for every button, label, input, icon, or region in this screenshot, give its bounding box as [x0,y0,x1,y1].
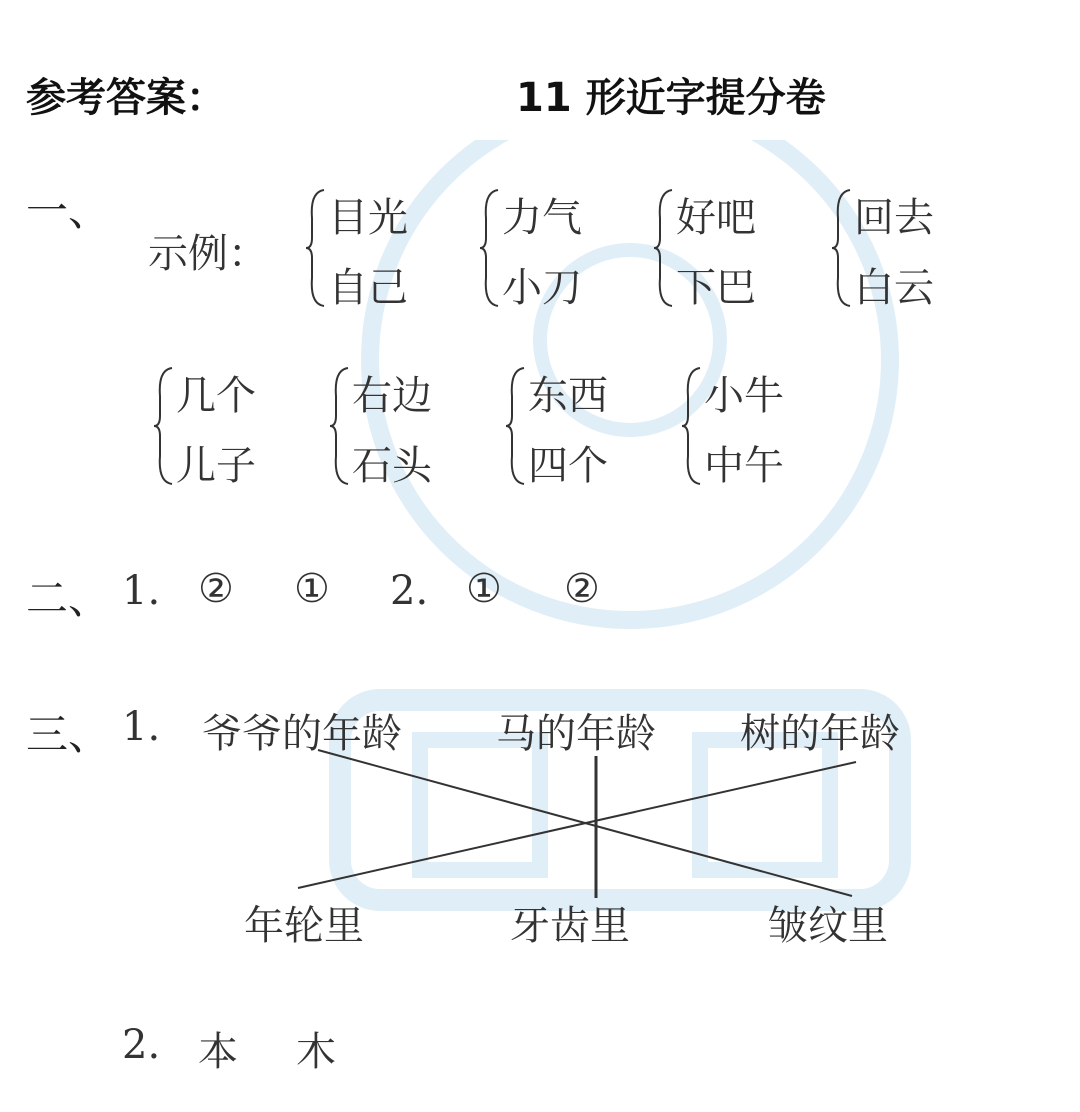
pair-word-bottom: 小刀 [502,265,582,311]
pair-word-bottom: 自己 [328,265,408,311]
circled-answer: ① [466,566,502,612]
matching-bottom-item-3: 皱纹里 [768,903,888,949]
matching-top-item-1: 爷爷的年龄 [202,711,402,757]
pair-word-bottom: 中午 [704,443,784,489]
matching-bottom-item-2: 牙齿里 [510,903,630,949]
pair-word-top: 好吧 [676,195,756,241]
matching-bottom-item-1: 年轮里 [244,903,364,949]
circled-answer: ② [198,566,234,612]
section-3-q2-answer-2: 木 [296,1029,336,1075]
section-1-number: 一、 [26,186,111,235]
pair-word-bottom: 四个 [528,443,608,489]
question-number: 1. [122,568,161,614]
pair-word-bottom: 白云 [854,265,934,311]
section-2-number: 二、 [26,574,111,623]
pair-word-bottom: 儿子 [176,443,256,489]
page-title: 11 形近字提分卷 [516,75,826,121]
pair-word-top: 目光 [328,195,408,241]
matching-top-item-2: 马的年龄 [496,711,656,757]
pair-word-top: 右边 [352,373,432,419]
section-3-q2-answer-1: 本 [198,1029,238,1075]
section-3-question-1: 1. [122,704,161,750]
match-line [298,762,856,888]
pair-word-bottom: 下巴 [676,265,756,311]
pair-word-top: 小牛 [704,373,784,419]
circled-answer: ② [564,566,600,612]
pair-word-top: 回去 [854,195,934,241]
question-number: 2. [390,568,429,614]
section-3-question-2: 2. [122,1022,161,1068]
pair-word-bottom: 石头 [352,443,432,489]
answer-key-label: 参考答案： [26,75,226,121]
example-label: 示例： [148,231,268,277]
matching-top-item-3: 树的年龄 [740,711,900,757]
section-3-number: 三、 [26,710,111,759]
pair-word-top: 东西 [528,373,608,419]
pair-word-top: 几个 [176,373,256,419]
circled-answer: ① [294,566,330,612]
pair-word-top: 力气 [502,195,582,241]
